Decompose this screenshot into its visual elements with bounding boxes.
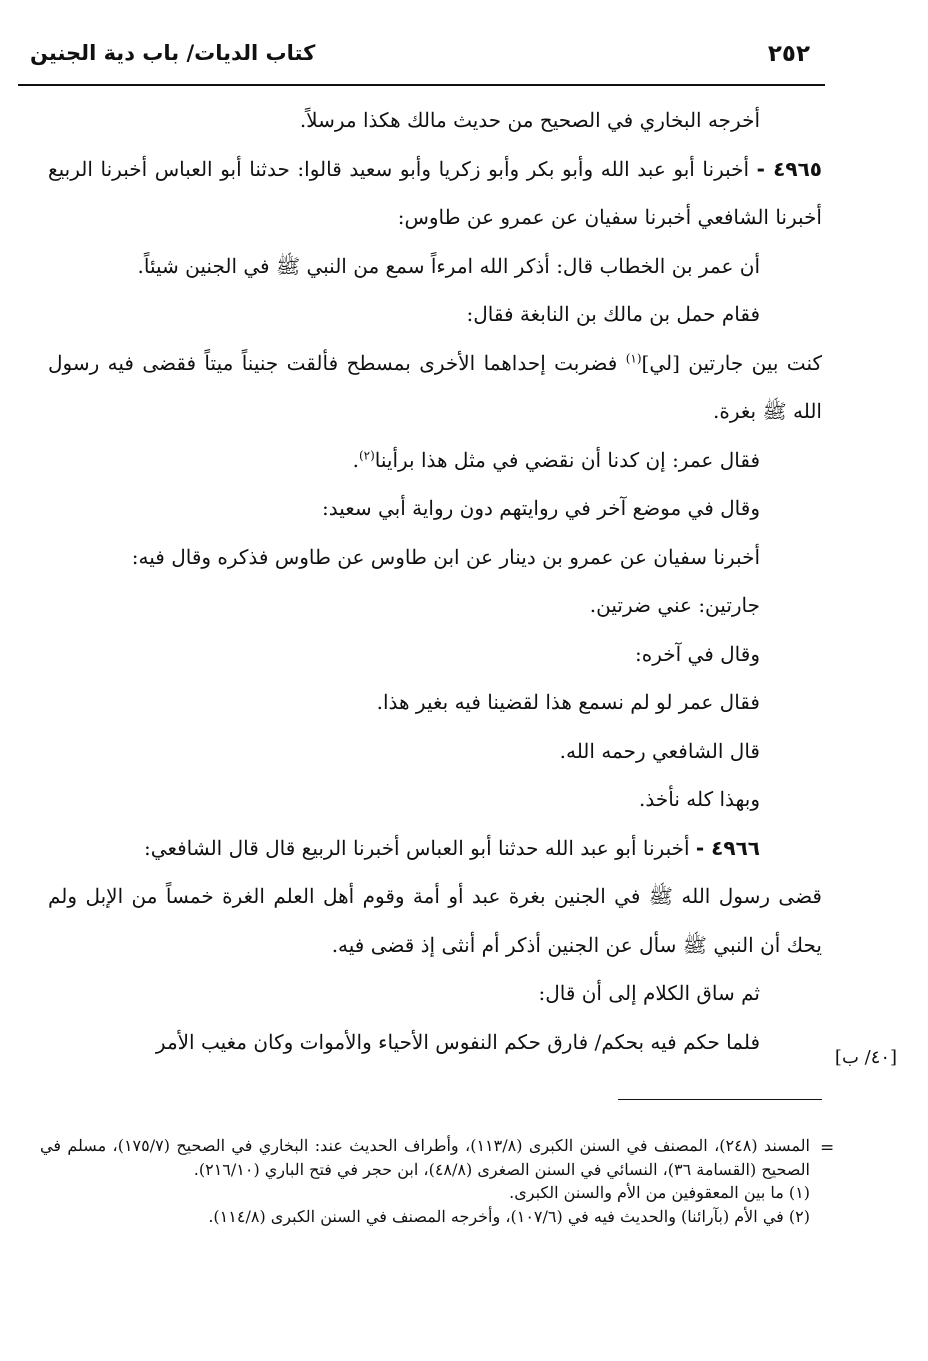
running-header-title: كتاب الديات/ باب دية الجنين <box>30 41 316 65</box>
text-segment: كنت بين جارتين [لي] <box>641 350 822 375</box>
text-line: أخبرنا سفيان عن عمرو بن دينار عن ابن طاوس عن طاوس فذكره وقال فيه: <box>131 544 760 569</box>
text-line: قال الشافعي رحمه الله. <box>559 738 760 763</box>
text-segment: . <box>352 447 359 472</box>
text-segment: فضربت إحداهما الأخرى بمسطح فألقت جنيناً ميتاً فقضى فيه رسول الله ﷺ بغرة. <box>48 350 822 423</box>
hadith-4966 <box>48 824 760 873</box>
hadith-text: أخبرنا أبو عبد الله وأبو بكر وأبو زكريا وأبو سعيد قالوا: حدثنا أبو العباس أخبرنا الربيع أخبرنا الشافعي أخبرنا سفيان عن عمرو عن طاوس: <box>48 156 822 229</box>
text-line: أن عمر بن الخطاب قال: أذكر الله امرءاً سمع من النبي ﷺ في الجنين شيئاً. <box>137 253 760 278</box>
footnote-separator <box>618 1099 822 1100</box>
text-line: ثم ساق الكلام إلى أن قال: <box>538 981 760 1005</box>
manuscript-folio-marker: [٤٠/ ب] <box>834 1047 898 1068</box>
text-line <box>48 339 822 436</box>
text-line: وقال في موضع آخر في روايتهم دون رواية أبي سعيد: <box>321 496 760 520</box>
text-line: أخرجه البخاري في الصحيح من حديث مالك هكذا مرسلاً. <box>299 108 760 132</box>
text-line: فقال عمر لو لم نسمع هذا لقضينا فيه بغير هذا. <box>376 690 760 714</box>
text-line: وقال في آخره: <box>635 641 760 666</box>
footnote-ref-2: (٢) <box>358 447 375 462</box>
text-line: قضى رسول الله ﷺ في الجنين بغرة عبد أو أمة وقوم أهل العلم الغرة خمساً من الإبل ولم يحك أن النبي ﷺ سأل عن الجنين أذكر أم أنثى إذ قضى فيه. <box>48 884 822 957</box>
header-rule <box>18 84 825 86</box>
text-line: وبهذا كله نأخذ. <box>639 787 760 811</box>
footnotes <box>40 1134 810 1228</box>
hadith-number: ٤٩٦٥ - <box>756 156 822 181</box>
footnote-1: (١) ما بين المعقوفين من الأم والسنن الكبرى. <box>509 1183 810 1202</box>
page-number: ٢٥٢ <box>767 41 810 67</box>
text-line: فقام حمل بن مالك بن النابغة فقال: <box>466 302 760 326</box>
text-line <box>48 436 760 485</box>
continuation-marker: = <box>820 1138 835 1158</box>
footnote-ref-1: (١) <box>625 350 642 365</box>
text-line: فلما حكم فيه بحكم/ فارق حكم النفوس الأحياء والأموات وكان مغيب الأمر <box>155 1029 760 1054</box>
hadith-4965 <box>48 145 822 242</box>
main-text <box>48 96 822 1066</box>
hadith-text: أخبرنا أبو عبد الله حدثنا أبو العباس أخبرنا الربيع قال قال الشافعي: <box>144 835 696 860</box>
footnote-continuation: المسند (٢٤٨)، المصنف في السنن الكبرى (١١٣/٨)، وأطراف الحديث عند: البخاري في الصحيح (١٧٥/٧)، مسلم في الصحيح (القسامة ٣٦)، النسائي في السنن الصغرى (٤٨/٨)، ابن حجر في فتح الباري (٢١٦/١٠). <box>40 1136 811 1179</box>
hadith-number: ٤٩٦٦ - <box>695 835 760 860</box>
text-segment: فقال عمر: إن كدنا أن نقضي في مثل هذا برأينا <box>374 447 760 472</box>
text-line: جارتين: عني ضرتين. <box>589 593 760 617</box>
footnote-2: (٢) في الأم (بآرائنا) والحديث فيه في (١٠٧/٦)، وأخرجه المصنف في السنن الكبرى (١١٤/٨). <box>208 1206 810 1226</box>
